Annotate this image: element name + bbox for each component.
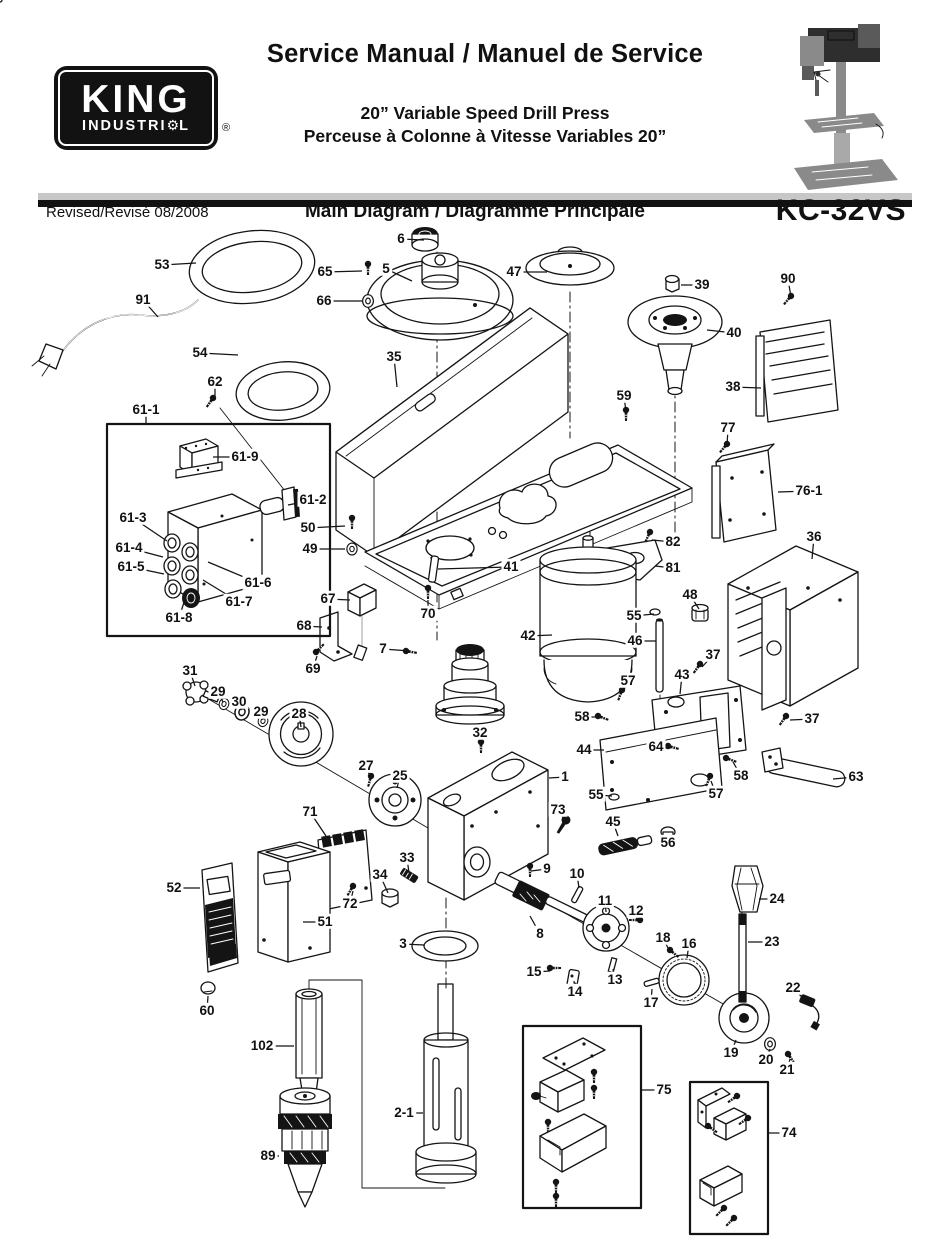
part-label-47: 47 xyxy=(506,263,522,279)
revision-date: Revised/Revisé 08/2008 xyxy=(46,204,209,221)
part-label-46: 46 xyxy=(627,632,643,648)
part-label-22: 22 xyxy=(785,979,801,995)
part-label-12: 12 xyxy=(628,902,644,918)
part-label-37: 37 xyxy=(804,710,820,726)
part-label-9: 9 xyxy=(543,860,551,876)
part-label-37: 37 xyxy=(705,646,721,662)
part-label-61-9: 61-9 xyxy=(231,448,259,464)
part-label-6: 6 xyxy=(397,230,405,246)
part-label-29: 29 xyxy=(253,703,269,719)
part-label-71: 71 xyxy=(302,803,318,819)
part-label-58: 58 xyxy=(574,708,590,724)
part-label-53: 53 xyxy=(154,256,170,272)
part-label-89: 89 xyxy=(260,1147,276,1163)
part-label-24: 24 xyxy=(769,890,785,906)
part-label-33: 33 xyxy=(399,849,415,865)
part-label-18: 18 xyxy=(655,929,671,945)
part-label-48: 48 xyxy=(682,586,698,602)
part-label-61-6: 61-6 xyxy=(244,574,272,590)
part-label-75: 75 xyxy=(656,1081,672,1097)
part-label-45: 45 xyxy=(605,813,621,829)
registered-mark: ® xyxy=(222,122,231,134)
subtitle-en: 20” Variable Speed Drill Press xyxy=(360,103,610,123)
part-label-32: 32 xyxy=(472,724,488,740)
part-label-19: 19 xyxy=(723,1044,739,1060)
part-label-55: 55 xyxy=(626,607,642,623)
part-label-35: 35 xyxy=(386,348,402,364)
part-label-65: 65 xyxy=(317,263,333,279)
part-label-31: 31 xyxy=(182,662,198,678)
part-label-59: 59 xyxy=(616,387,632,403)
part-label-25: 25 xyxy=(392,767,408,783)
part-label-63: 63 xyxy=(848,768,864,784)
logo-text-industrial: INDUSTRI⚙L xyxy=(82,118,190,134)
part-label-41: 41 xyxy=(503,558,519,574)
part-label-7: 7 xyxy=(379,640,387,656)
part-label-57: 57 xyxy=(708,785,724,801)
part-label-38: 38 xyxy=(725,378,741,394)
part-label-11: 11 xyxy=(597,892,613,908)
part-label-61-2: 61-2 xyxy=(299,491,327,507)
part-label-82: 82 xyxy=(665,533,681,549)
part-label-74: 74 xyxy=(781,1124,797,1140)
part-label-61-7: 61-7 xyxy=(225,593,253,609)
part-label-57: 57 xyxy=(620,672,636,688)
part-label-61-8: 61-8 xyxy=(165,609,193,625)
part-label-20: 20 xyxy=(758,1051,774,1067)
part-label-61-5: 61-5 xyxy=(117,558,145,574)
part-label-2-1: 2-1 xyxy=(394,1104,414,1120)
part-label-61-3: 61-3 xyxy=(119,509,147,525)
part-label-28: 28 xyxy=(291,705,307,721)
page-title: Service Manual / Manuel de Service xyxy=(266,40,704,68)
part-label-30: 30 xyxy=(231,693,247,709)
part-label-73: 73 xyxy=(550,801,566,817)
part-label-68: 68 xyxy=(296,617,312,633)
part-label-49: 49 xyxy=(302,540,318,556)
part-label-61-1: 61-1 xyxy=(132,401,160,417)
part-label-67: 67 xyxy=(320,590,336,606)
part-label-58: 58 xyxy=(733,767,749,783)
part-label-29: 29 xyxy=(210,683,226,699)
part-label-3: 3 xyxy=(399,935,407,951)
part-label-23: 23 xyxy=(764,933,780,949)
part-label-60: 60 xyxy=(199,1002,215,1018)
logo-text-king: KING xyxy=(81,78,191,121)
part-label-56: 56 xyxy=(660,834,676,850)
part-label-16: 16 xyxy=(681,935,697,951)
part-label-77: 77 xyxy=(720,419,736,435)
part-label-91: 91 xyxy=(135,291,151,307)
part-label-15: 15 xyxy=(526,963,542,979)
part-label-13: 13 xyxy=(607,971,623,987)
part-label-39: 39 xyxy=(694,276,710,292)
part-label-42: 42 xyxy=(520,627,536,643)
diagram-title: Main Diagram / Diagramme Principale xyxy=(304,201,645,222)
part-label-43: 43 xyxy=(674,666,690,682)
part-label-10: 10 xyxy=(569,865,585,881)
part-label-17: 17 xyxy=(643,994,659,1010)
part-label-61-4: 61-4 xyxy=(115,539,143,555)
part-label-102: 102 xyxy=(250,1037,274,1053)
part-label-44: 44 xyxy=(576,741,592,757)
part-label-50: 50 xyxy=(300,519,316,535)
part-label-69: 69 xyxy=(305,660,321,676)
subtitle-fr: Perceuse à Colonne à Vitesse Variables 20” xyxy=(303,126,667,146)
model-number: KC-32VS xyxy=(775,194,906,227)
part-label-81: 81 xyxy=(665,559,681,575)
part-label-55: 55 xyxy=(588,786,604,802)
part-label-62: 62 xyxy=(207,373,223,389)
part-label-14: 14 xyxy=(567,983,583,999)
gear-icon: ⚙ xyxy=(166,118,180,134)
part-label-76-1: 76-1 xyxy=(795,482,823,498)
part-label-40: 40 xyxy=(726,324,742,340)
part-label-70: 70 xyxy=(420,605,436,621)
part-label-34: 34 xyxy=(372,866,388,882)
part-label-27: 27 xyxy=(358,757,374,773)
part-label-52: 52 xyxy=(166,879,182,895)
part-label-66: 66 xyxy=(316,292,332,308)
part-label-51: 51 xyxy=(317,913,333,929)
part-label-8: 8 xyxy=(536,925,544,941)
part-label-5: 5 xyxy=(382,260,390,276)
part-label-21: 21 xyxy=(779,1061,795,1077)
part-label-36: 36 xyxy=(806,528,822,544)
part-label-72: 72 xyxy=(342,895,358,911)
part-label-54: 54 xyxy=(192,344,208,360)
part-label-90: 90 xyxy=(780,270,796,286)
part-label-1: 1 xyxy=(561,768,569,784)
part-label-64: 64 xyxy=(648,738,664,754)
